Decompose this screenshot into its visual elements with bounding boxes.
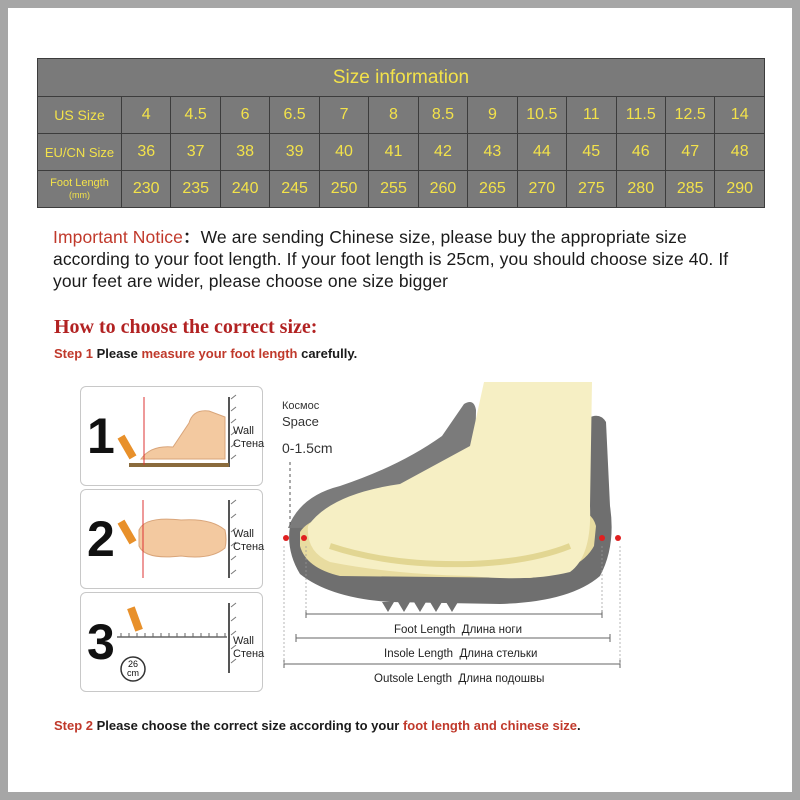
size-table-title: Size information bbox=[38, 59, 765, 97]
table-cell: 46 bbox=[616, 134, 665, 171]
table-cell: 12.5 bbox=[665, 97, 714, 134]
step1-text bbox=[54, 346, 357, 361]
foot-length-en: Foot Length bbox=[394, 624, 456, 636]
step-number: 1 bbox=[87, 408, 115, 464]
table-cell: 42 bbox=[418, 134, 467, 171]
foot-length-ru: Длина ноги bbox=[461, 624, 523, 636]
table-row-us bbox=[38, 97, 765, 134]
space-label-en: Space bbox=[282, 414, 319, 429]
foot-length-label bbox=[390, 624, 526, 636]
table-cell: 4.5 bbox=[171, 97, 220, 134]
table-cell: 265 bbox=[468, 171, 517, 208]
table-cell: 47 bbox=[665, 134, 714, 171]
table-cell: 11 bbox=[567, 97, 616, 134]
table-cell: 10.5 bbox=[517, 97, 566, 134]
step2-highlight: foot length and chinese size bbox=[402, 718, 578, 733]
space-label-ru: Космос bbox=[282, 400, 320, 412]
table-cell: 43 bbox=[468, 134, 517, 171]
step-number: 2 bbox=[87, 511, 115, 567]
table-cell: 260 bbox=[418, 171, 467, 208]
table-cell: 38 bbox=[220, 134, 269, 171]
row-label-eu: EU/CN Size bbox=[38, 134, 122, 171]
table-cell: 8.5 bbox=[418, 97, 467, 134]
space-range: 0-1.5cm bbox=[282, 440, 333, 456]
wall-en: Wall bbox=[233, 528, 254, 540]
table-cell: 275 bbox=[567, 171, 616, 208]
table-cell: 14 bbox=[715, 97, 765, 134]
step1-before: Please bbox=[93, 346, 142, 361]
table-cell: 240 bbox=[220, 171, 269, 208]
insole-length-label bbox=[380, 648, 541, 660]
step-number: 3 bbox=[87, 614, 115, 670]
step2-text bbox=[54, 718, 581, 733]
table-cell: 41 bbox=[369, 134, 418, 171]
table-cell: 280 bbox=[616, 171, 665, 208]
wall-ru: Стена bbox=[233, 438, 265, 450]
table-cell: 245 bbox=[270, 171, 319, 208]
step2-before: Please choose the correct size according to your bbox=[93, 718, 403, 733]
table-row-eu bbox=[38, 134, 765, 171]
wall-en: Wall bbox=[233, 425, 254, 437]
wall-label bbox=[233, 635, 264, 661]
table-cell: 230 bbox=[122, 171, 171, 208]
table-cell: 37 bbox=[171, 134, 220, 171]
table-cell: 40 bbox=[319, 134, 368, 171]
table-cell: 11.5 bbox=[616, 97, 665, 134]
table-cell: 270 bbox=[517, 171, 566, 208]
table-cell: 8 bbox=[369, 97, 418, 134]
table-cell: 48 bbox=[715, 134, 765, 171]
wall-ru: Стена bbox=[233, 541, 265, 553]
wall-ru: Стена bbox=[233, 648, 265, 660]
measure-step-1 bbox=[80, 386, 263, 486]
notice-separator: ： bbox=[183, 227, 201, 247]
table-cell: 9 bbox=[468, 97, 517, 134]
table-cell: 235 bbox=[171, 171, 220, 208]
wall-en: Wall bbox=[233, 635, 254, 647]
notice-text: We are sending Chinese size, please buy the appropriate size according to your foot length. If your foot length is 25cm, you should choose size 40. If your feet are wider, please choose one size bigger bbox=[53, 227, 729, 291]
table-cell: 45 bbox=[567, 134, 616, 171]
outsole-length-en: Outsole Length bbox=[374, 673, 453, 685]
table-cell: 250 bbox=[319, 171, 368, 208]
table-cell: 6.5 bbox=[270, 97, 319, 134]
measure-step-3 bbox=[80, 592, 263, 692]
table-cell: 7 bbox=[319, 97, 368, 134]
important-notice bbox=[53, 226, 763, 292]
step2-after: . bbox=[577, 718, 581, 733]
table-cell: 44 bbox=[517, 134, 566, 171]
table-cell: 285 bbox=[665, 171, 714, 208]
insole-length-ru: Длина стельки bbox=[459, 648, 538, 660]
table-cell: 36 bbox=[122, 134, 171, 171]
wall-label bbox=[233, 528, 264, 554]
step2-prefix: Step 2 bbox=[54, 718, 94, 733]
measure-badge bbox=[123, 660, 143, 678]
step1-highlight: measure your foot length bbox=[141, 346, 298, 361]
table-cell: 4 bbox=[122, 97, 171, 134]
step1-prefix: Step 1 bbox=[54, 346, 94, 361]
table-row-foot-length bbox=[38, 171, 765, 208]
measure-value: 26 bbox=[127, 659, 138, 669]
instructions-title: How to choose the correct size: bbox=[54, 316, 318, 338]
row-label-foot-length-text: Foot Length bbox=[50, 177, 109, 189]
table-cell: 255 bbox=[369, 171, 418, 208]
row-label-foot-length bbox=[38, 171, 122, 208]
table-cell: 39 bbox=[270, 134, 319, 171]
table-cell: 6 bbox=[220, 97, 269, 134]
row-label-unit: (mm) bbox=[69, 190, 90, 200]
wall-label bbox=[233, 425, 264, 451]
measure-step-2 bbox=[80, 489, 263, 589]
shoe-diagram bbox=[270, 376, 630, 696]
measure-unit: cm bbox=[127, 668, 139, 678]
size-table bbox=[37, 58, 765, 208]
outsole-length-ru: Длина подошвы bbox=[458, 673, 545, 685]
insole-length-en: Insole Length bbox=[384, 648, 454, 660]
notice-heading: Important Notice bbox=[53, 227, 183, 247]
outsole-length-label bbox=[370, 673, 548, 685]
table-cell: 290 bbox=[715, 171, 765, 208]
row-label-us: US Size bbox=[38, 97, 122, 134]
step1-after: carefully. bbox=[297, 346, 358, 361]
